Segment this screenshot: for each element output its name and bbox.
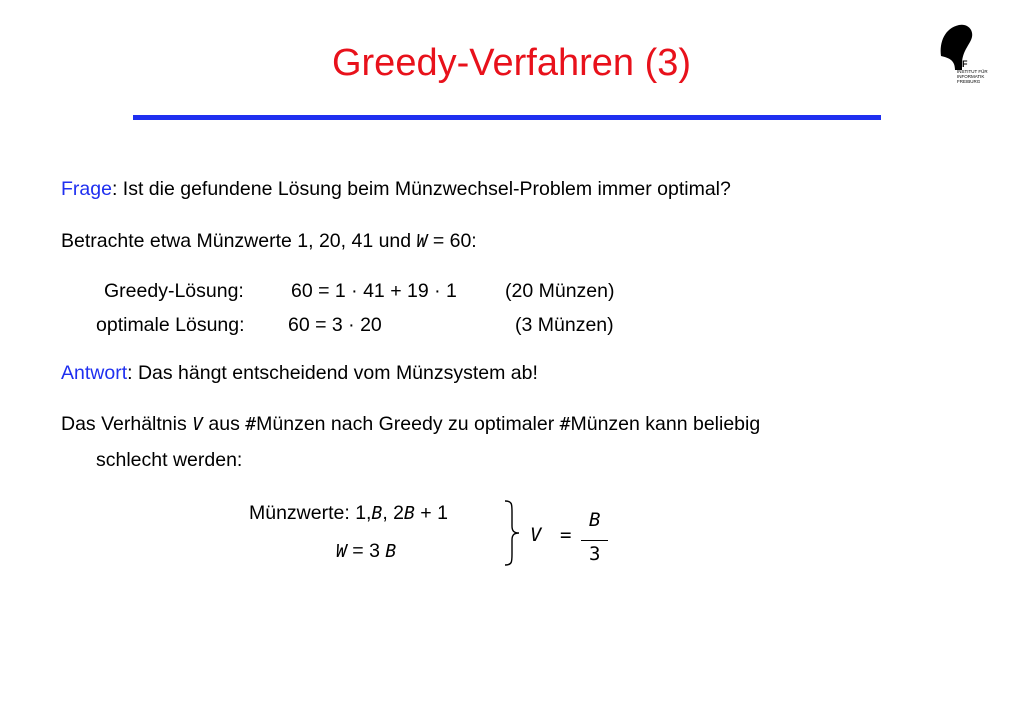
question-text: : Ist die gefundene Lösung beim Münzwechsel-Problem immer optimal?	[111, 178, 731, 200]
greedy-label: Greedy-Lösung:	[104, 280, 244, 302]
hash-symbol: #	[245, 414, 257, 435]
svg-text:INFORMATIK: INFORMATIK	[957, 74, 985, 79]
ratio-text-2: aus	[208, 413, 240, 435]
var-b: B	[371, 503, 383, 524]
var-b: B	[404, 503, 415, 524]
svg-text:IIF: IIF	[957, 59, 968, 69]
optimal-count: (3 Münzen)	[515, 314, 614, 336]
coin-values	[249, 501, 448, 526]
answer-keyword: Antwort	[61, 362, 128, 384]
svg-text:FREIBURG: FREIBURG	[957, 79, 981, 84]
ratio-line-1	[61, 412, 760, 437]
var-b: B	[385, 541, 397, 562]
coins-text: Münzwerte: 1,	[249, 502, 372, 524]
ratio-line-2: schlecht werden:	[96, 449, 243, 471]
fraction-numerator: B	[589, 509, 601, 531]
hash-symbol: #	[559, 414, 571, 435]
title-underline	[133, 115, 881, 120]
example-intro	[61, 229, 477, 254]
var-w: W	[336, 541, 347, 562]
var-v: V	[530, 524, 542, 546]
question-line	[61, 177, 731, 201]
var-v: V	[192, 414, 203, 435]
question-keyword: Frage	[61, 178, 112, 200]
coins-suffix: + 1	[420, 502, 448, 524]
slide-title: Greedy-Verfahren (3)	[331, 42, 692, 84]
ratio-text-1: Das Verhältnis	[61, 413, 187, 435]
fraction-denominator: 3	[589, 543, 601, 565]
optimal-label: optimale Lösung:	[96, 314, 245, 336]
university-logo	[933, 22, 993, 88]
var-w: W	[416, 231, 428, 252]
equals-sign: =	[560, 524, 572, 546]
svg-text:INSTITUT FÜR: INSTITUT FÜR	[957, 69, 988, 74]
answer-text: : Das hängt entscheidend vom Münzsystem ab!	[127, 362, 538, 384]
w-equals: = 3	[352, 540, 380, 562]
optimal-equation: 60 = 3 · 20	[288, 314, 382, 336]
greedy-count: (20 Münzen)	[505, 280, 615, 302]
ratio-text-3: Münzen nach Greedy zu optimaler	[256, 413, 555, 435]
right-brace	[503, 500, 521, 571]
answer-line	[61, 361, 538, 385]
example-intro-suffix: = 60:	[432, 230, 477, 252]
coins-mid: , 2	[382, 502, 404, 524]
example-intro-text: Betrachte etwa Münzwerte 1, 20, 41 und	[61, 230, 412, 252]
ratio-text-4: Münzen kann beliebig	[570, 413, 761, 435]
greedy-equation: 60 = 1 · 41 + 19 · 1	[291, 280, 457, 302]
w-definition	[336, 539, 396, 564]
fraction-bar	[581, 540, 608, 541]
